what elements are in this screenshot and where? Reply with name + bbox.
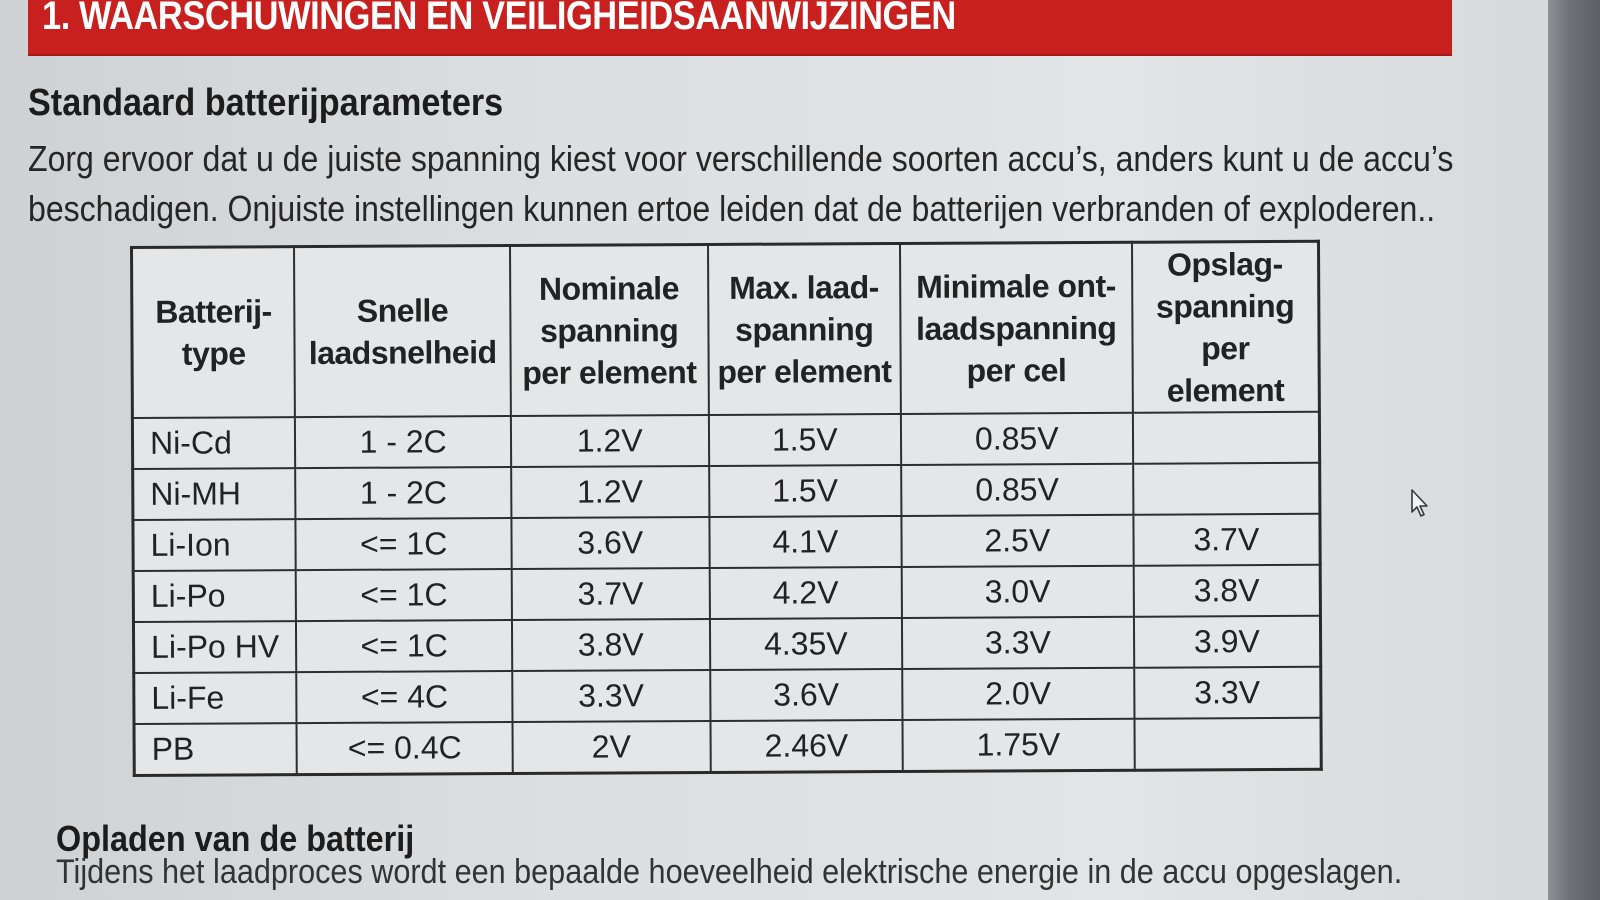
table-cell: 3.3V	[1134, 667, 1321, 719]
table-cell: Li-Ion	[133, 519, 296, 571]
next-section-paragraph-text: Tijdens het laadproces wordt een bepaalde hoeveelheid elektrische energie in de accu opgeslagen.	[56, 853, 1403, 891]
table-row	[133, 616, 1320, 673]
table-cell: Li-Po HV	[133, 621, 296, 673]
battery-parameters-table	[130, 240, 1323, 777]
table-cell: 1.5V	[709, 465, 902, 517]
screen-bezel	[1548, 0, 1600, 900]
section-banner	[28, 0, 1452, 56]
table-cell: 1.2V	[511, 415, 709, 467]
table-cell: <= 1C	[296, 518, 512, 570]
table-cell: 0.85V	[901, 413, 1133, 465]
table-cell: 3.8V	[512, 619, 710, 671]
column-header-nominal-voltage: Nominale spanning per element	[510, 244, 709, 416]
table-cell: 4.2V	[709, 567, 902, 619]
table-cell: 3.3V	[902, 617, 1134, 669]
table-cell: 3.6V	[710, 669, 903, 721]
table-row	[133, 463, 1320, 520]
table-cell	[1132, 412, 1319, 464]
column-header-storage-voltage: Opslag- spanning per element	[1132, 241, 1320, 412]
table-cell: <= 0.4C	[297, 722, 513, 775]
table-header-row	[132, 241, 1320, 418]
column-header-min-discharge-voltage: Minimale ont- laadspanning per cel	[900, 242, 1132, 414]
table-cell: 3.6V	[511, 517, 709, 569]
table-cell: <= 1C	[296, 620, 512, 672]
table-row	[133, 514, 1320, 571]
table-cell	[1133, 463, 1320, 515]
table-cell: 1.75V	[902, 719, 1134, 772]
mouse-pointer-icon	[1410, 488, 1432, 518]
table-cell: <= 4C	[297, 671, 513, 723]
table-cell: 3.9V	[1134, 616, 1321, 668]
table-cell: 4.1V	[709, 516, 902, 568]
table-cell: 2.46V	[710, 720, 903, 773]
table-cell: Ni-MH	[133, 468, 296, 520]
table-cell: Li-Fe	[134, 672, 297, 724]
table-cell: 1.5V	[708, 414, 901, 466]
table-cell: 1 - 2C	[295, 416, 511, 468]
next-section-heading: Opladen van de batterij	[56, 818, 415, 859]
table-cell: 3.3V	[512, 670, 710, 722]
intro-paragraph	[28, 134, 1454, 234]
section-heading: Standaard batterijparameters	[28, 82, 504, 124]
table-cell: 2.5V	[901, 515, 1133, 567]
column-header-battery-type: Batterij- type	[132, 247, 296, 418]
table-row	[132, 412, 1319, 469]
table-cell: 0.85V	[901, 464, 1133, 516]
column-header-max-charge-voltage: Max. laad- spanning per element	[708, 243, 901, 415]
table-cell: Li-Po	[133, 570, 296, 622]
table-cell: PB	[134, 723, 297, 775]
table-cell	[1134, 718, 1321, 770]
table-cell: 2V	[512, 721, 710, 774]
table-cell: 3.8V	[1133, 565, 1320, 617]
intro-line-1: Zorg ervoor dat u de juiste spanning kiest voor verschillende soorten accu’s, anders kunt u de accu’s	[28, 138, 1454, 179]
section-banner-title: 1. WAARSCHUWINGEN EN VEILIGHEIDSAANWIJZINGEN	[42, 0, 956, 38]
column-header-charge-rate: Snelle laadsnelheid	[294, 246, 510, 418]
table-row	[133, 565, 1320, 622]
table-cell: 3.0V	[902, 566, 1134, 618]
next-section-paragraph	[56, 850, 1442, 900]
table-row	[134, 718, 1321, 776]
table-cell: 1 - 2C	[296, 467, 512, 519]
table-cell: 2.0V	[902, 668, 1134, 720]
intro-line-2: beschadigen. Onjuiste instellingen kunnen ertoe leiden dat de batterijen verbranden of exploderen..	[28, 188, 1436, 229]
table-cell: <= 1C	[296, 569, 512, 621]
table-cell: Ni-Cd	[132, 417, 295, 469]
table-row	[134, 667, 1321, 724]
table-cell: 4.35V	[710, 618, 903, 670]
table-cell: 1.2V	[511, 466, 709, 518]
table-cell: 3.7V	[512, 568, 710, 620]
table-cell: 3.7V	[1133, 514, 1320, 566]
